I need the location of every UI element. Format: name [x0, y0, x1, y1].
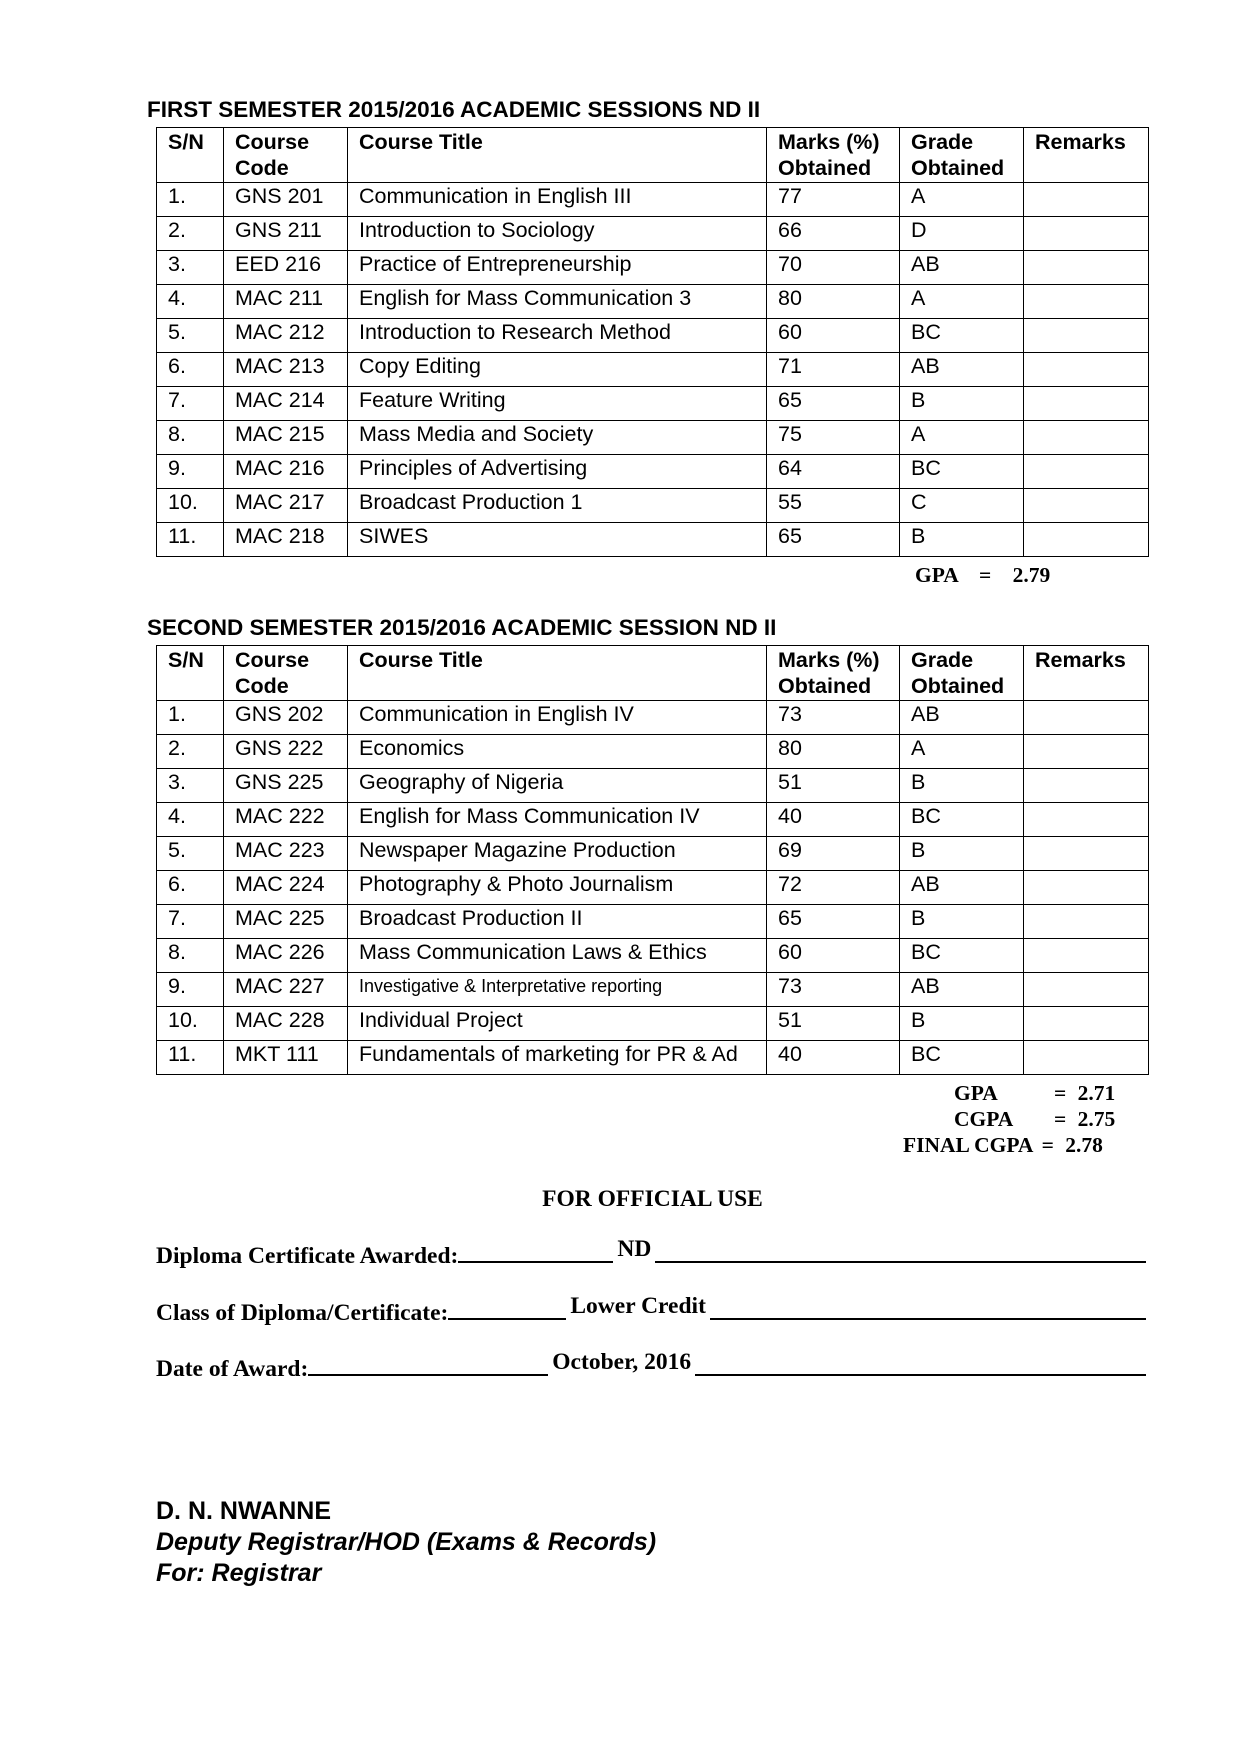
cell-remarks: [1024, 319, 1149, 353]
summary-value: 2.75: [1077, 1107, 1116, 1131]
cell-grade: AB: [900, 701, 1024, 735]
table-row: [157, 183, 1149, 217]
cell-course-code: MAC 228: [224, 1007, 348, 1041]
cell-grade: BC: [900, 319, 1024, 353]
cell-remarks: [1024, 421, 1149, 455]
cell-course-code: GNS 201: [224, 183, 348, 217]
table-row: [157, 217, 1149, 251]
cell-marks: 60: [767, 939, 900, 973]
header-marks: Marks (%) Obtained: [767, 128, 900, 183]
cell-grade: BC: [900, 1041, 1024, 1075]
header-marks: Marks (%) Obtained: [767, 646, 900, 701]
cell-course-title: Introduction to Research Method: [348, 319, 767, 353]
summary-value: 2.71: [1077, 1081, 1116, 1105]
cell-course-code: MAC 213: [224, 353, 348, 387]
cell-sn: 1.: [157, 701, 224, 735]
cell-grade: A: [900, 285, 1024, 319]
signatory-position: Deputy Registrar/HOD (Exams & Records): [156, 1528, 657, 1556]
cell-course-code: MAC 223: [224, 837, 348, 871]
cell-course-title: Principles of Advertising: [348, 455, 767, 489]
cell-grade: BC: [900, 803, 1024, 837]
table-row: [157, 455, 1149, 489]
cell-remarks: [1024, 837, 1149, 871]
cell-course-code: GNS 211: [224, 217, 348, 251]
cell-marks: 71: [767, 353, 900, 387]
cell-marks: 51: [767, 769, 900, 803]
table-header-row: [157, 128, 1149, 183]
first-gpa-line: [915, 563, 1050, 588]
cell-grade: AB: [900, 871, 1024, 905]
class-underline: [448, 1293, 1146, 1320]
official-use-heading: FOR OFFICIAL USE: [542, 1186, 763, 1212]
cell-course-title: Introduction to Sociology: [348, 217, 767, 251]
cell-sn: 6.: [157, 353, 224, 387]
class-value: Lower Credit: [566, 1293, 710, 1320]
cell-course-title: Geography of Nigeria: [348, 769, 767, 803]
cell-marks: 66: [767, 217, 900, 251]
cell-marks: 65: [767, 905, 900, 939]
summary-value: 2.78: [1065, 1133, 1103, 1157]
table-header-row: [157, 646, 1149, 701]
header-remarks: Remarks: [1024, 128, 1149, 183]
cell-sn: 9.: [157, 455, 224, 489]
cell-sn: 1.: [157, 183, 224, 217]
cell-course-title: Fundamentals of marketing for PR & Ad: [348, 1041, 767, 1075]
first-semester-title: FIRST SEMESTER 2015/2016 ACADEMIC SESSIONS ND II: [147, 97, 761, 122]
cell-course-code: GNS 202: [224, 701, 348, 735]
cell-sn: 4.: [157, 285, 224, 319]
cell-remarks: [1024, 871, 1149, 905]
cell-marks: 55: [767, 489, 900, 523]
cell-remarks: [1024, 905, 1149, 939]
cell-remarks: [1024, 285, 1149, 319]
cell-course-code: MAC 215: [224, 421, 348, 455]
cell-remarks: [1024, 803, 1149, 837]
cell-marks: 65: [767, 523, 900, 557]
cell-sn: 4.: [157, 803, 224, 837]
cell-course-title: Newspaper Magazine Production: [348, 837, 767, 871]
date-of-award-row: [156, 1349, 1146, 1383]
table-row: [157, 871, 1149, 905]
cell-marks: 60: [767, 319, 900, 353]
cell-grade: B: [900, 387, 1024, 421]
cell-sn: 10.: [157, 489, 224, 523]
cell-course-code: MAC 222: [224, 803, 348, 837]
signatory-for: For: Registrar: [156, 1559, 322, 1587]
cell-remarks: [1024, 1007, 1149, 1041]
cell-remarks: [1024, 217, 1149, 251]
diploma-label: Diploma Certificate Awarded:: [156, 1243, 459, 1269]
cell-course-title: Feature Writing: [348, 387, 767, 421]
cell-marks: 69: [767, 837, 900, 871]
summary-gpa-value: [1054, 1081, 1115, 1106]
summary-cgpa-value: [1054, 1107, 1115, 1132]
header-sn: S/N: [157, 646, 224, 701]
header-course-code: Course Code: [224, 646, 348, 701]
cell-marks: 73: [767, 973, 900, 1007]
summary-cgpa: [954, 1107, 1013, 1132]
cell-remarks: [1024, 939, 1149, 973]
summary-equals: =: [1054, 1107, 1067, 1131]
table-row: [157, 319, 1149, 353]
cell-sn: 3.: [157, 769, 224, 803]
table-row: [157, 353, 1149, 387]
cell-marks: 65: [767, 387, 900, 421]
cell-marks: 73: [767, 701, 900, 735]
cell-course-title: Practice of Entrepreneurship: [348, 251, 767, 285]
cell-grade: B: [900, 905, 1024, 939]
table-row: [157, 1007, 1149, 1041]
diploma-underline: [458, 1236, 1146, 1263]
class-of-diploma-row: [156, 1293, 1146, 1327]
cell-remarks: [1024, 353, 1149, 387]
cell-marks: 64: [767, 455, 900, 489]
cell-course-code: EED 216: [224, 251, 348, 285]
cell-sn: 8.: [157, 421, 224, 455]
summary-equals: =: [1041, 1133, 1054, 1157]
header-course-code: Course Code: [224, 128, 348, 183]
cell-marks: 51: [767, 1007, 900, 1041]
cell-sn: 9.: [157, 973, 224, 1007]
table-row: [157, 421, 1149, 455]
header-sn: S/N: [157, 128, 224, 183]
cell-course-title: Photography & Photo Journalism: [348, 871, 767, 905]
cell-course-title: Mass Communication Laws & Ethics: [348, 939, 767, 973]
cell-course-title: SIWES: [348, 523, 767, 557]
cell-sn: 7.: [157, 387, 224, 421]
gpa-equals: =: [978, 563, 992, 587]
cell-course-code: MAC 218: [224, 523, 348, 557]
summary-label: FINAL CGPA: [903, 1133, 1033, 1157]
second-semester-table: [156, 645, 1149, 1075]
cell-sn: 8.: [157, 939, 224, 973]
cell-grade: BC: [900, 455, 1024, 489]
cell-marks: 72: [767, 871, 900, 905]
cell-remarks: [1024, 455, 1149, 489]
cell-sn: 2.: [157, 735, 224, 769]
header-course-title: Course Title: [348, 128, 767, 183]
table-row: [157, 523, 1149, 557]
cell-sn: 6.: [157, 871, 224, 905]
date-label: Date of Award:: [156, 1356, 309, 1382]
cell-marks: 80: [767, 735, 900, 769]
first-semester-rows: [157, 183, 1149, 557]
table-row: [157, 387, 1149, 421]
cell-course-title: Investigative & Interpretative reporting: [348, 973, 767, 1007]
cell-grade: AB: [900, 251, 1024, 285]
cell-marks: 70: [767, 251, 900, 285]
cell-course-code: MAC 212: [224, 319, 348, 353]
table-row: [157, 905, 1149, 939]
table-row: [157, 803, 1149, 837]
cell-grade: B: [900, 769, 1024, 803]
cell-sn: 11.: [157, 1041, 224, 1075]
header-remarks: Remarks: [1024, 646, 1149, 701]
cell-course-title: Broadcast Production 1: [348, 489, 767, 523]
cell-course-code: MKT 111: [224, 1041, 348, 1075]
cell-remarks: [1024, 183, 1149, 217]
cell-remarks: [1024, 387, 1149, 421]
second-semester-rows: [157, 701, 1149, 1075]
table-row: [157, 701, 1149, 735]
cell-course-code: GNS 222: [224, 735, 348, 769]
cell-course-code: MAC 214: [224, 387, 348, 421]
summary-final-cgpa: [903, 1133, 1103, 1158]
first-semester-table: [156, 127, 1149, 557]
cell-course-code: MAC 224: [224, 871, 348, 905]
cell-remarks: [1024, 1041, 1149, 1075]
cell-course-code: MAC 226: [224, 939, 348, 973]
header-course-title: Course Title: [348, 646, 767, 701]
table-row: [157, 251, 1149, 285]
cell-grade: BC: [900, 939, 1024, 973]
cell-course-code: GNS 225: [224, 769, 348, 803]
table-row: [157, 973, 1149, 1007]
cell-remarks: [1024, 973, 1149, 1007]
cell-grade: A: [900, 421, 1024, 455]
cell-course-title: English for Mass Communication IV: [348, 803, 767, 837]
diploma-value: ND: [613, 1236, 655, 1263]
class-label: Class of Diploma/Certificate:: [156, 1300, 449, 1326]
cell-course-title: Broadcast Production II: [348, 905, 767, 939]
table-row: [157, 489, 1149, 523]
cell-course-code: MAC 227: [224, 973, 348, 1007]
cell-marks: 80: [767, 285, 900, 319]
cell-grade: B: [900, 837, 1024, 871]
summary-label: CGPA: [954, 1107, 1014, 1131]
header-grade: Grade Obtained: [900, 128, 1024, 183]
cell-course-code: MAC 217: [224, 489, 348, 523]
gpa-label: GPA: [915, 563, 958, 587]
cell-course-title: Communication in English III: [348, 183, 767, 217]
cell-grade: A: [900, 735, 1024, 769]
cell-grade: C: [900, 489, 1024, 523]
cell-sn: 5.: [157, 837, 224, 871]
table-row: [157, 769, 1149, 803]
cell-marks: 75: [767, 421, 900, 455]
cell-sn: 7.: [157, 905, 224, 939]
cell-course-title: Communication in English IV: [348, 701, 767, 735]
date-value: October, 2016: [548, 1349, 695, 1376]
cell-remarks: [1024, 523, 1149, 557]
table-row: [157, 285, 1149, 319]
cell-marks: 40: [767, 1041, 900, 1075]
cell-marks: 77: [767, 183, 900, 217]
table-row: [157, 837, 1149, 871]
header-grade: Grade Obtained: [900, 646, 1024, 701]
cell-course-title: English for Mass Communication 3: [348, 285, 767, 319]
cell-course-title: Economics: [348, 735, 767, 769]
table-row: [157, 735, 1149, 769]
cell-remarks: [1024, 251, 1149, 285]
cell-sn: 11.: [157, 523, 224, 557]
date-underline: [308, 1349, 1146, 1376]
table-row: [157, 939, 1149, 973]
cell-sn: 3.: [157, 251, 224, 285]
cell-course-code: MAC 225: [224, 905, 348, 939]
gpa-value: 2.79: [1012, 563, 1051, 587]
second-semester-title: SECOND SEMESTER 2015/2016 ACADEMIC SESSION ND II: [147, 615, 777, 640]
summary-equals: =: [1054, 1081, 1067, 1105]
summary-gpa: [954, 1081, 998, 1106]
cell-marks: 40: [767, 803, 900, 837]
cell-remarks: [1024, 489, 1149, 523]
diploma-awarded-row: [156, 1236, 1146, 1270]
cell-grade: B: [900, 523, 1024, 557]
cell-course-code: MAC 216: [224, 455, 348, 489]
cell-remarks: [1024, 769, 1149, 803]
cell-grade: A: [900, 183, 1024, 217]
cell-course-title: Individual Project: [348, 1007, 767, 1041]
summary-label: GPA: [954, 1081, 998, 1105]
signatory-name: D. N. NWANNE: [156, 1497, 331, 1525]
table-row: [157, 1041, 1149, 1075]
cell-grade: D: [900, 217, 1024, 251]
cell-grade: AB: [900, 353, 1024, 387]
cell-grade: B: [900, 1007, 1024, 1041]
cell-remarks: [1024, 701, 1149, 735]
cell-course-code: MAC 211: [224, 285, 348, 319]
cell-sn: 10.: [157, 1007, 224, 1041]
cell-course-title: Copy Editing: [348, 353, 767, 387]
cell-sn: 5.: [157, 319, 224, 353]
cell-sn: 2.: [157, 217, 224, 251]
cell-course-title: Mass Media and Society: [348, 421, 767, 455]
cell-remarks: [1024, 735, 1149, 769]
cell-grade: AB: [900, 973, 1024, 1007]
